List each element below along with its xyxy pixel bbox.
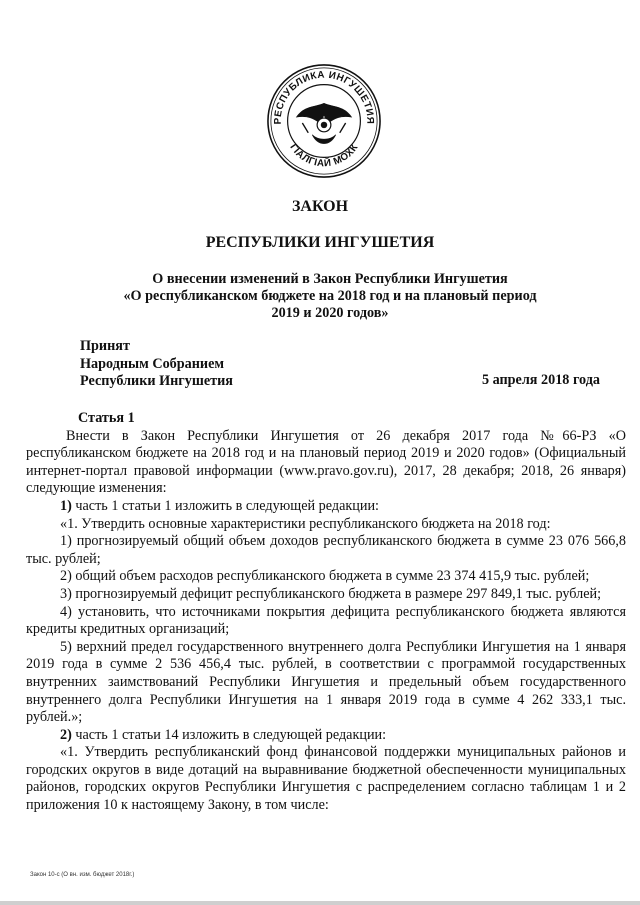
adoption-line: Принят <box>80 338 130 354</box>
scan-edge <box>0 901 640 905</box>
document-subtitle: РЕСПУБЛИКИ ИНГУШЕТИЯ <box>205 234 435 251</box>
item-text: часть 1 статьи 14 изложить в следующей редакции: <box>71 726 387 743</box>
paragraph: 5) верхний предел государственного внутреннего долга Республики Ингушетия на 1 января 2019 года в сумме 2 536 456,4 тыс. рублей, в соответствии с программой государственных внутренних заимствований Республики Ингушетия и предельный объем государственного внутреннего долга Республики Ингушетия на 1 января 2019 года в сумме 4 262 333,1 тыс. рублей.»; <box>26 638 626 726</box>
document-title: ЗАКОН <box>291 198 349 215</box>
law-heading-line: 2019 и 2020 годов» <box>271 305 389 321</box>
adoption-line: Народным Собранием <box>80 355 225 372</box>
item-text: часть 1 статьи 1 изложить в следующей редакции: <box>71 497 379 514</box>
seal-top-text: РЕСПУБЛИКА ИНГУШЕТИЯ <box>272 69 376 125</box>
seal-bottom-text: ГIАЛГIАЙ МОХК <box>287 142 361 170</box>
paragraph: 2) общий объем расходов республиканского бюджета в сумме 23 374 415,9 тыс. рублей; <box>60 568 590 585</box>
article-heading: Статья 1 <box>78 410 135 426</box>
paragraph: «1. Утвердить основные характеристики республиканского бюджета на 2018 год: <box>60 515 551 532</box>
law-heading <box>60 271 600 322</box>
adoption-date: 5 апреля 2018 года <box>481 372 600 388</box>
list-item <box>26 727 626 745</box>
list-item <box>26 498 626 516</box>
coat-of-arms-seal <box>265 62 383 180</box>
law-heading-line: «О республиканском бюджете на 2018 год и на плановый период <box>123 288 537 304</box>
item-number: 2) <box>60 726 72 743</box>
page-footer: Закон 10-с (О вн. изм. бюджет 2018г.) <box>30 872 135 878</box>
paragraph: 1) прогнозируемый общий объем доходов республиканского бюджета в сумме 23 076 566,8 тыс. рублей; <box>26 533 626 567</box>
paragraph: «1. Утвердить республиканский фонд финансовой поддержки муниципальных районов и городских округов в виде дотаций на выравнивание бюджетной обеспеченности муниципальных районов, городских округов Республики Ингушетия с распределением согласно таблицам 1 и 2 приложения 10 к настоящему Закону, в том числе: <box>26 744 626 814</box>
document-body <box>26 410 626 815</box>
item-number: 1) <box>60 497 72 514</box>
adoption-line: Республики Ингушетия <box>80 373 233 389</box>
eagle-emblem-icon <box>296 103 351 143</box>
adoption-block <box>80 338 233 391</box>
paragraph: Внести в Закон Республики Ингушетия от 26 декабря 2017 года №66-РЗ «О республиканском бюджете на 2018 год и на плановый период 2019 и 2020 годов» (Официальный интернет-портал правовой информации (www.pravo.gov.ru), 2017, 28 декабря; 2018, 26 января) следующие изменения: <box>26 427 626 497</box>
law-heading-line: О внесении изменений в Закон Республики Ингушетия <box>152 271 508 287</box>
paragraph: 4) установить, что источниками покрытия дефицита республиканского бюджета являются кредиты кредитных организаций; <box>26 603 626 638</box>
paragraph: 3) прогнозируемый дефицит республиканского бюджета в размере 297 849,1 тыс. рублей; <box>60 585 602 602</box>
svg-text:ГIАЛГIАЙ МОХК <box>287 142 361 170</box>
